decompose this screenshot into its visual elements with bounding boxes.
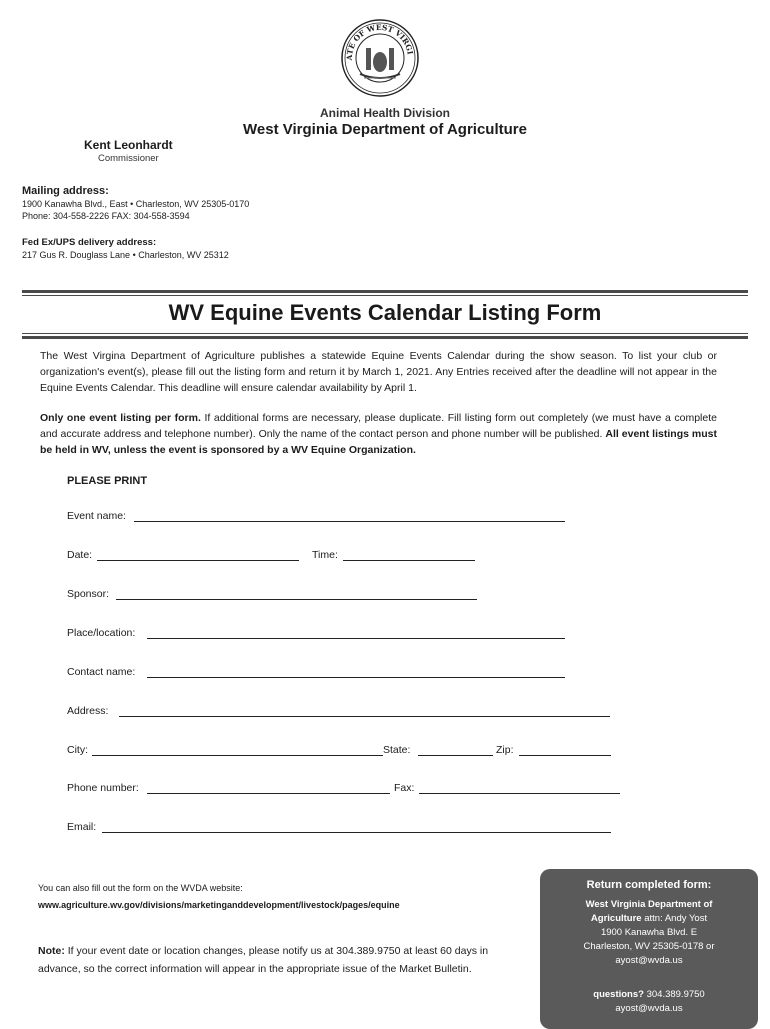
mailing-address-line: 1900 Kanawha Blvd., East • Charleston, WV 25305-0170 (22, 199, 250, 209)
return-email-link[interactable]: ayost@wvda.us (615, 955, 683, 966)
return-attn: attn: Andy Yost (641, 913, 708, 924)
address-field[interactable] (119, 716, 610, 717)
form-title: WV Equine Events Calendar Listing Form (168, 300, 602, 325)
state-field[interactable] (418, 755, 493, 756)
time-label: Time: (312, 549, 338, 561)
state-label: State: (383, 744, 411, 756)
questions-phone: 304.389.9750 (643, 989, 705, 1000)
intro-paragraph: The West Virgina Department of Agriculture publishes a statewide Equine Events Calendar during the show season. To list your club or organization's event(s), please fill out the listing form and return it by March 1, 2021. Any Entries received after the deadline will not appear in the Equine Events Calendar. This deadline will ensure calendar availability by April 1. (40, 350, 717, 394)
email-label: Email: (67, 821, 97, 833)
rules-bold-start: Only one event listing per form. (40, 412, 201, 424)
contact-name-label: Contact name: (67, 666, 136, 678)
questions-email-link[interactable]: ayost@wvda.us (615, 1003, 683, 1014)
date-field[interactable] (97, 560, 299, 561)
city-field[interactable] (92, 755, 383, 756)
please-print-label: PLEASE PRINT (67, 475, 148, 487)
title-bottom-rule-thin (22, 333, 748, 334)
title-top-rule (22, 290, 748, 293)
website-url-link[interactable]: www.agriculture.wv.gov/divisions/marketinganddevelopment/livestock/pages/equine (38, 900, 400, 910)
phone-number-field[interactable] (147, 793, 390, 794)
sponsor-field[interactable] (116, 599, 477, 600)
event-name-label: Event name: (67, 510, 126, 522)
time-field[interactable] (343, 560, 475, 561)
date-label: Date: (67, 549, 93, 561)
zip-field[interactable] (519, 755, 611, 756)
mailing-address-heading: Mailing address: (22, 185, 109, 197)
return-org-line2 (540, 913, 758, 924)
fax-label: Fax: (394, 782, 415, 794)
rules-text: If additional forms are necessary, please duplicate. Fill listing form out completely (we must have a complete and accurate address and telephone number). Only the name of the contact person and phone number will be published. (40, 412, 717, 440)
return-form-box (540, 869, 758, 1029)
rules-bold-end: All event listings must be held in WV, unless the event is sponsored by a WV Equine Organization. (40, 428, 717, 456)
fedex-address-heading: Fed Ex/UPS delivery address: (22, 237, 157, 248)
division-name: Animal Health Division (319, 106, 451, 120)
contact-name-field[interactable] (147, 677, 565, 678)
website-intro: You can also fill out the form on the WVDA website: (38, 883, 243, 893)
email-field[interactable] (102, 832, 611, 833)
address-label: Address: (67, 705, 109, 717)
place-location-label: Place/location: (67, 627, 136, 639)
phone-number-label: Phone number: (67, 782, 139, 794)
return-org-agriculture: Agriculture (590, 913, 642, 924)
return-box-title: Return completed form: (586, 879, 712, 891)
fax-field[interactable] (419, 793, 620, 794)
event-name-field[interactable] (134, 521, 565, 522)
state-seal-logo (340, 18, 420, 98)
commissioner-title: Commissioner (98, 153, 159, 164)
return-address-line2: Charleston, WV 25305-0178 or (583, 941, 715, 952)
title-bottom-rule (22, 336, 748, 339)
return-address-line1: 1900 Kanawha Blvd. E (600, 927, 698, 938)
commissioner-name: Kent Leonhardt (84, 138, 173, 152)
questions-line (540, 989, 758, 1000)
return-org-line1: West Virginia Department of (585, 899, 713, 910)
rules-paragraph (40, 410, 717, 458)
svg-text:STATE OF WEST VIRGINIA: ATE OF WEST VIRGI (344, 22, 415, 61)
sponsor-label: Sponsor: (67, 588, 110, 600)
questions-label: questions? (593, 989, 644, 1000)
city-label: City: (67, 744, 88, 756)
note-label: Note: (38, 945, 65, 957)
zip-label: Zip: (496, 744, 514, 756)
fedex-address-line: 217 Gus R. Douglass Lane • Charleston, WV 25312 (22, 250, 229, 260)
note-text: If your event date or location changes, please notify us at 304.389.9750 at least 60 days in advance, so the correct information will appear in the appropriate issue of the Market Bulletin. (38, 945, 489, 975)
change-notice (38, 942, 528, 978)
place-location-field[interactable] (147, 638, 565, 639)
title-top-rule-thin (22, 295, 748, 296)
department-name (0, 121, 770, 138)
mailing-phone-line: Phone: 304-558-2226 FAX: 304-558-3594 (22, 211, 190, 221)
department-name-text: West Virginia Department of Agriculture (243, 121, 527, 138)
